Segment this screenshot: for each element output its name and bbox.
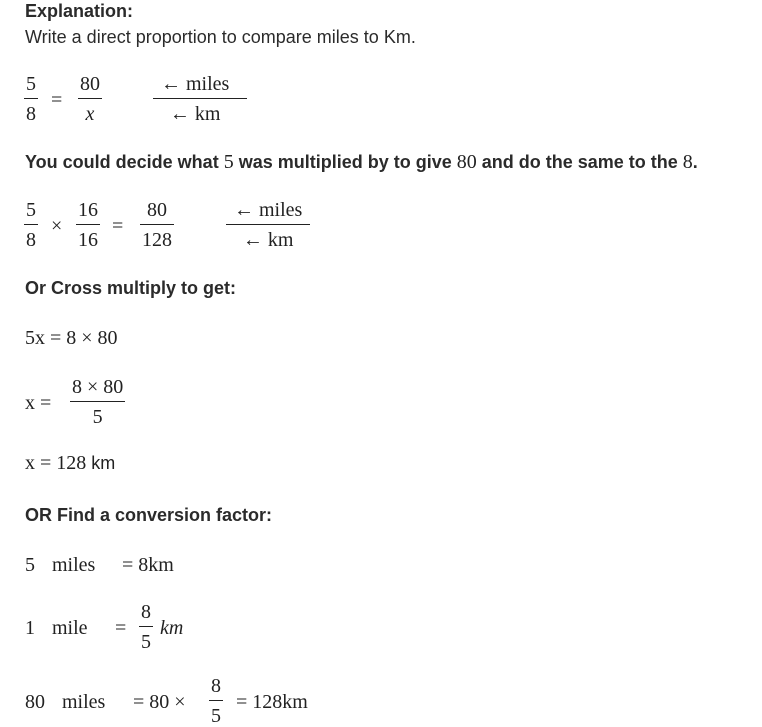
- times-sign: ×: [51, 215, 63, 237]
- cross-line-1: 5x = 8 × 80: [25, 327, 118, 349]
- cross-multiply-heading: Or Cross multiply to get:: [25, 278, 237, 298]
- equals-sign: =: [51, 89, 63, 111]
- equals-sign: =: [112, 215, 124, 237]
- fraction-8-over-5: 8 5: [141, 601, 151, 653]
- unit-label-miles-km: ← miles ← km: [226, 199, 310, 251]
- fraction-16-over-16: 16 16: [78, 199, 98, 251]
- intro-text: Write a direct proportion to compare miles to Km.: [25, 27, 416, 47]
- explanation-heading: Explanation:: [25, 1, 134, 21]
- fraction-8x80-over-5: 8 × 80 5: [72, 376, 124, 428]
- fraction-80-over-128: 80 128: [142, 199, 172, 251]
- cross-line-3: x = 128 km: [25, 452, 116, 474]
- fraction-8-over-5: 8 5: [211, 675, 221, 727]
- fraction-5-over-8: 5 8: [26, 199, 36, 251]
- instruction-multiply: You could decide what 5 was multiplied by to give 80 and do the same to the 8.: [25, 151, 698, 173]
- fraction-80-over-x: 80 x: [80, 73, 100, 125]
- conversion-factor-heading: OR Find a conversion factor:: [25, 505, 273, 525]
- fraction-5-over-8: 5 8: [26, 73, 36, 125]
- unit-label-miles-km: ← miles ← km: [153, 73, 247, 125]
